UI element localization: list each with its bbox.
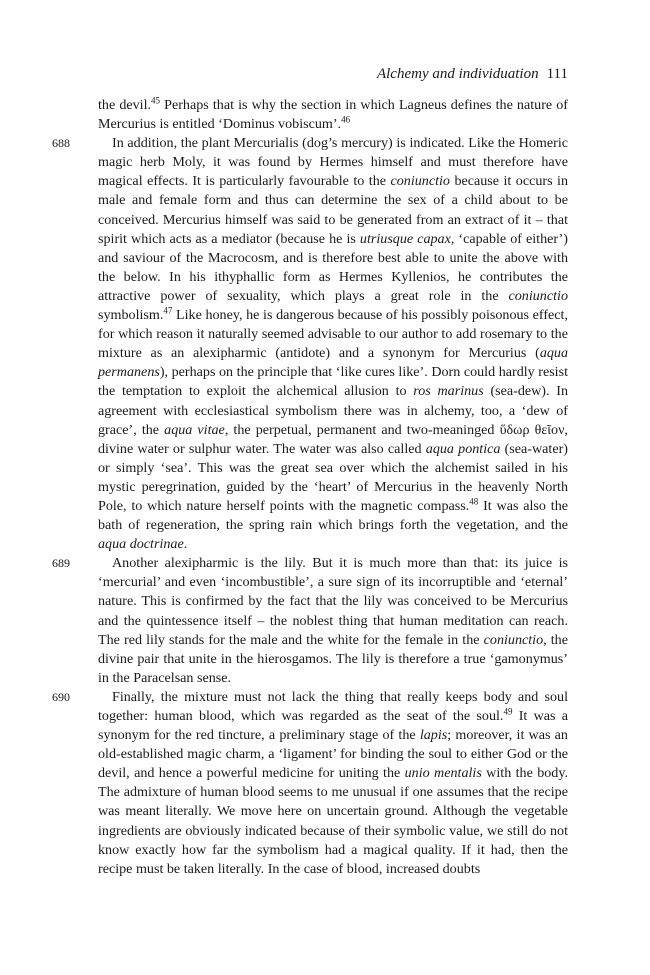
text-run: ; moreover, it was an old-established magic charm, a ‘ligament’ for binding the soul to either God or the devil, and hence a powerful medicine for uniting the bbox=[98, 727, 568, 782]
text-run: (sea-water) or simply ‘sea’. This was the great sea over which the alchemist sailed in his mystic peregrination, guided by the ‘heart’ of Mercurius in the heavenly North Pole, to which nature herself points with the magnetic compass. bbox=[98, 440, 568, 514]
paragraph bbox=[52, 688, 568, 879]
text-run: Like honey, he is dangerous because of his possibly poisonous effect, for which reason it naturally seemed advisable to our author to add rosemary to the mixture as an alexipharmic (antidote) and a synonym for Mercurius ( bbox=[98, 307, 568, 362]
text-run: , the perpetual, permanent and two-meaninged ὕδωρ θεῖον, divine water or sulphur water. The water was also called bbox=[98, 421, 568, 457]
paragraph bbox=[52, 554, 568, 688]
text-run: In addition, the plant Mercurialis (dog’s mercury) is indicated. Like the Homeric magic herb Moly, it was found by Hermes himself and must therefore have magical effects. It is particularly favourable to the bbox=[98, 135, 568, 190]
footnote-ref: 45 bbox=[151, 95, 161, 106]
paragraph-number: 689 bbox=[52, 556, 70, 571]
italic-term: unio mentalis bbox=[404, 765, 482, 782]
italic-term: utriusque capax bbox=[359, 230, 451, 247]
paragraph bbox=[52, 134, 569, 554]
running-header bbox=[98, 66, 568, 88]
italic-term: aqua pontica bbox=[425, 440, 501, 457]
text-run: (sea-dew). In agreement with ecclesiastical symbolism there was in alchemy, too, a ‘dew of grace’, the bbox=[98, 383, 568, 438]
italic-term: aqua doctrinae bbox=[98, 536, 184, 553]
text-run: with the body. The admixture of human blood seems to me unusual if one assumes that the recipe was meant literally. We move here on uncertain ground. Although the vegetable ingredients are obviously indicated because of their symbolic value, we still do not know exactly how far the symbolism had a magical quality. If it had, then the recipe must be taken literally. In the case of blood, increased doubts bbox=[98, 765, 568, 877]
paragraph bbox=[98, 96, 568, 134]
italic-term: coniunctio bbox=[508, 287, 568, 304]
paragraph-number: 688 bbox=[52, 136, 70, 151]
text-run: , the divine pair that unite in the hierosgamos. The lily is therefore a true ‘gamonymus’ in the Paracelsan sense. bbox=[98, 631, 568, 686]
text-run: , ‘capable of either’) and saviour of the Macrocosm, and is therefore best able to unite the above with the below. In his ithyphallic form as Hermes Kyllenios, he contributes the attractive power of sexuality, which plays a great role in the bbox=[98, 230, 569, 304]
text-run: symbolism. bbox=[98, 307, 164, 324]
running-title: Alchemy and individuation bbox=[376, 66, 539, 82]
text-run: . bbox=[183, 536, 188, 553]
text-run: Another alexipharmic is the lily. But it is much more than that: its juice is ‘mercurial’ and even ‘incombustible’, a sure sign of its incorruptible and ‘eternal’ nature. This is confirmed by the fact that the lily was conceived to be Mercurius and the quintessence itself – the noblest thing that human meditation can reach. The red lily stands for the male and the white for the female in the bbox=[98, 555, 568, 648]
body-text bbox=[52, 95, 569, 879]
italic-term: lapis bbox=[419, 727, 448, 744]
italic-term: coniunctio bbox=[390, 173, 450, 190]
footnote-ref: 46 bbox=[341, 114, 351, 125]
paragraph-number: 690 bbox=[52, 689, 70, 704]
text-run: It was a synonym for the red tincture, a preliminary stage of the bbox=[98, 708, 568, 744]
italic-term: ros marinus bbox=[413, 383, 484, 400]
book-page bbox=[52, 66, 569, 879]
text-run: the devil. bbox=[98, 97, 152, 113]
text-run: Finally, the mixture must not lack the thing that really keeps body and soul together: human blood, which was regarded as the seat of the soul. bbox=[98, 688, 568, 724]
text-run: ), perhaps on the principle that ‘like cures like’. Dorn could hardly resist the temptation to exploit the alchemical allusion to bbox=[98, 364, 568, 400]
text-run: It was also the bath of regeneration, the spring rain which brings forth the vegetation, and the bbox=[98, 497, 568, 534]
footnote-ref: 47 bbox=[163, 305, 173, 316]
text-run: because it occurs in male and female form and thus can determine the sex of a child about to be conceived. Mercurius himself was said to be generated from an extract of it – that spirit which acts as a mediator (because he is bbox=[98, 173, 568, 247]
italic-term: coniunctio bbox=[483, 631, 544, 648]
italic-term: aqua vitae bbox=[164, 421, 225, 438]
page-number: 111 bbox=[546, 66, 568, 82]
footnote-ref: 48 bbox=[469, 496, 479, 507]
footnote-ref: 49 bbox=[503, 706, 513, 717]
italic-term: aqua permanens bbox=[98, 345, 568, 381]
text-run: Perhaps that is why the section in which Lagneus defines the nature of Mercurius is entitled ‘Dominus vobiscum’. bbox=[98, 97, 568, 133]
